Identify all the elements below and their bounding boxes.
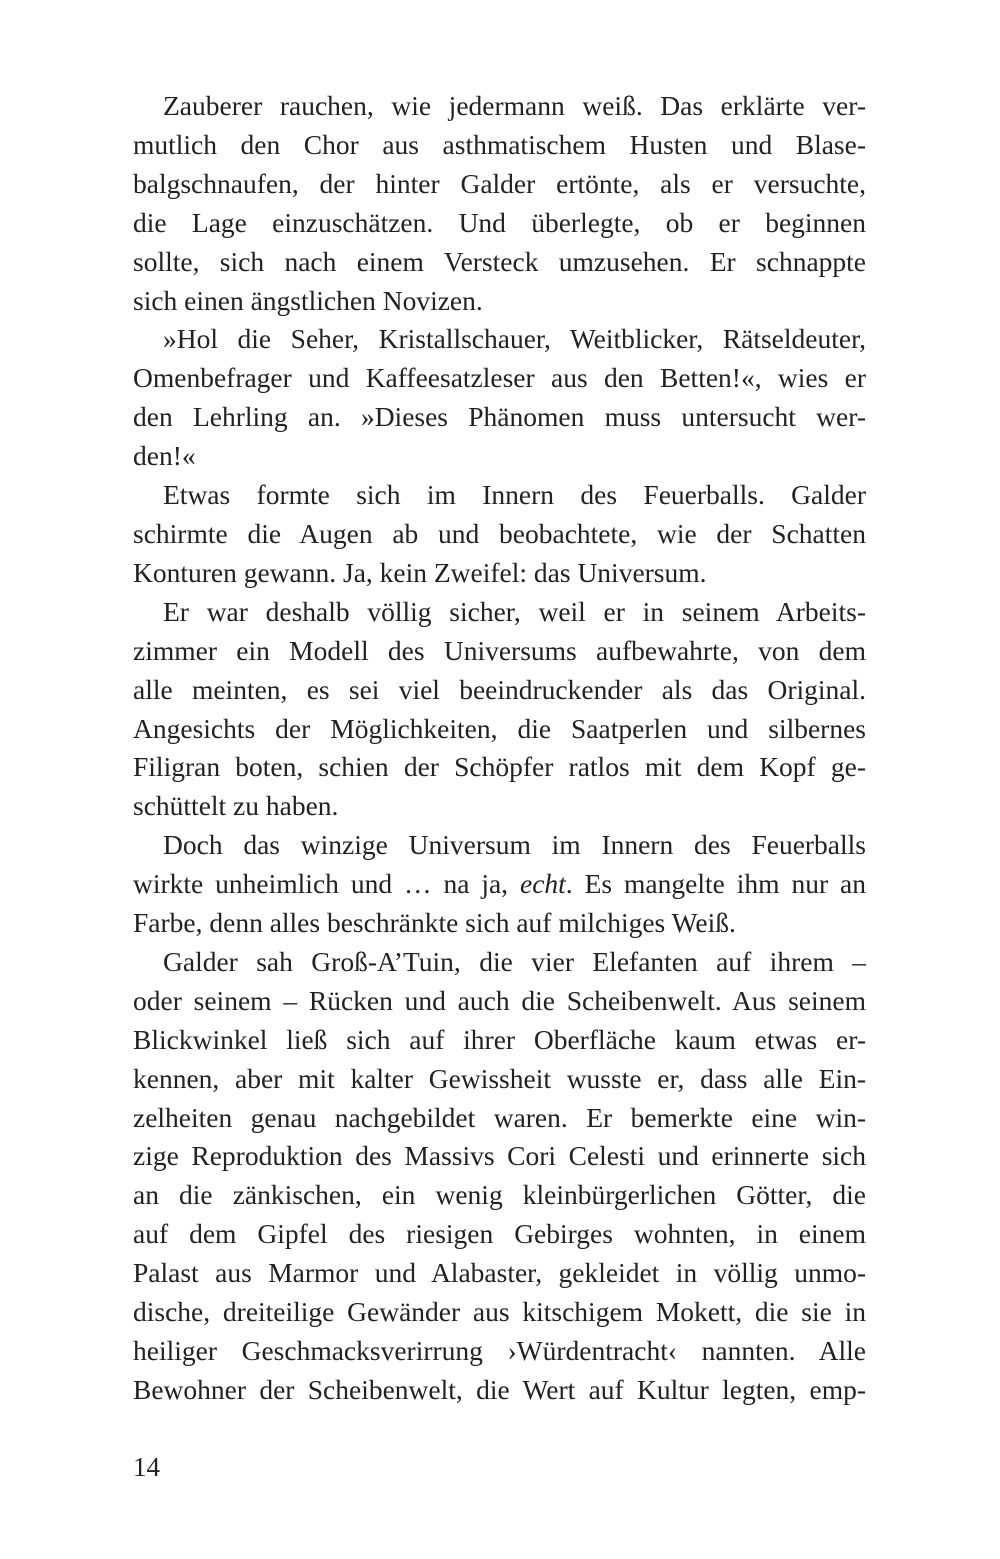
paragraph [133, 320, 866, 476]
text-line: Palast aus Marmor und Alabaster, gekleidet in völlig unmo- [133, 1257, 866, 1289]
text-line: »Hol die Seher, Kristallschauer, Weitblicker, Rätseldeuter, [163, 323, 866, 355]
text-line: alle meinten, es sei viel beeindruckender als das Original. [133, 673, 866, 705]
text-line: balgschnaufen, der hinter Galder ertönte, als er versuchte, [133, 167, 866, 199]
text-line: schirmte die Augen ab und beobachtete, wie der Schatten [133, 517, 866, 549]
page-number: 14 [133, 1452, 160, 1482]
text-line: Galder sah Groß-A’Tuin, die vier Elefanten auf ihrem – [163, 945, 866, 977]
text-line: mutlich den Chor aus asthmatischem Husten und Blase- [133, 128, 866, 160]
text-line: sollte, sich nach einem Versteck umzusehen. Er schnappte [133, 245, 866, 277]
text-line [133, 865, 866, 904]
text-segment: wirkte unheimlich und … na ja, [133, 868, 520, 900]
page-body [133, 87, 866, 1410]
paragraph [133, 826, 866, 943]
text-segment: . Es mangelte ihm nur an [565, 868, 866, 900]
text-line: oder seinem – Rücken und auch die Scheibenwelt. Aus seinem [133, 984, 866, 1016]
text-line: zelheiten genau nachgebildet waren. Er bemerkte eine win- [133, 1101, 866, 1133]
text-line: den Lehrling an. »Dieses Phänomen muss untersucht wer- [133, 401, 866, 433]
text-line: zige Reproduktion des Massivs Cori Celesti und erinnerte sich [133, 1140, 866, 1172]
text-line: Omenbefrager und Kaffeesatzleser aus den Betten!«, wies er [133, 362, 866, 394]
paragraph [133, 943, 866, 1410]
text-line: den!« [133, 440, 196, 472]
text-line: Blickwinkel ließ sich auf ihrer Oberfläche kaum etwas er- [133, 1023, 866, 1055]
text-line: Farbe, denn alles beschränkte sich auf milchiges Weiß. [133, 907, 736, 939]
text-line: zimmer ein Modell des Universums aufbewahrte, von dem [133, 634, 866, 666]
text-line: Angesichts der Möglichkeiten, die Saatperlen und silbernes [133, 712, 866, 744]
text-line: Filigran boten, schien der Schöpfer ratlos mit dem Kopf ge- [133, 751, 866, 783]
paragraph [133, 476, 866, 593]
paragraph [133, 87, 866, 320]
text-line: auf dem Gipfel des riesigen Gebirges wohnten, in einem [133, 1218, 866, 1250]
text-line: Etwas formte sich im Innern des Feuerballs. Galder [163, 479, 866, 511]
text-line: die Lage einzuschätzen. Und überlegte, ob er beginnen [133, 206, 866, 238]
text-line: Doch das winzige Universum im Innern des Feuerballs [163, 829, 866, 861]
text-line: Zauberer rauchen, wie jedermann weiß. Das erklärte ver- [163, 90, 866, 121]
text-line: an die zänkischen, ein wenig kleinbürgerlichen Götter, die [133, 1179, 866, 1211]
text-line: heiliger Geschmacksverirrung ›Würdentracht‹ nannten. Alle [133, 1335, 866, 1366]
text-line: sich einen ängstlichen Novizen. [133, 284, 483, 316]
paragraph [133, 593, 866, 826]
text-line: Bewohner der Scheibenwelt, die Wert auf Kultur legten, emp- [133, 1373, 866, 1405]
text-line: Er war deshalb völlig sicher, weil er in seinem Arbeits- [163, 595, 866, 627]
italic-text: echt [519, 868, 566, 900]
text-line: Konturen gewann. Ja, kein Zweifel: das Universum. [133, 556, 707, 588]
text-line: schüttelt zu haben. [133, 790, 339, 822]
text-line: kennen, aber mit kalter Gewissheit wusste er, dass alle Ein- [133, 1062, 866, 1094]
text-line: dische, dreiteilige Gewänder aus kitschigem Mokett, die sie in [133, 1296, 866, 1328]
